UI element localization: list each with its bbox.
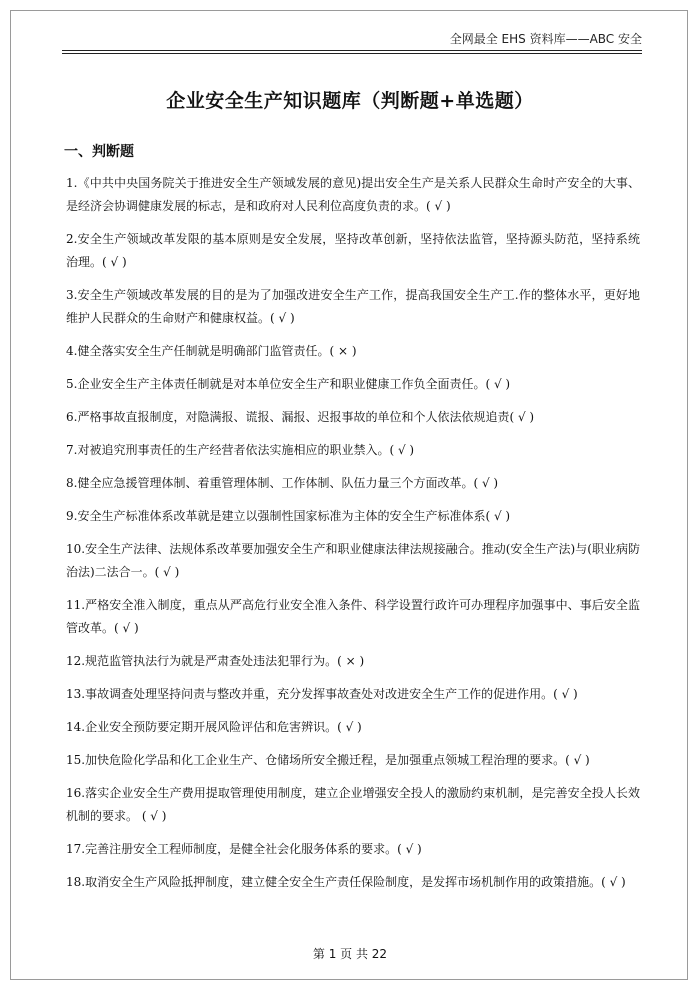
question-item: 15.加快危险化学品和化工企业生产、仓储场所安全搬迁程，是加强重点领城工程治理的要求。( √ ) bbox=[66, 753, 590, 767]
question-item: 11.严格安全准入制度，重点从严高危行业安全准入条件、科学设置行政许可办理程序加强事中、事后安全监管改革。( √ ) bbox=[66, 598, 640, 635]
question-list bbox=[66, 172, 640, 904]
question-item: 3.安全生产领域改革发展的目的是为了加强改进安全生产工作，提高我国安全生产工.作的整体水平，更好地维护人民群众的生命财产和健康权益。( √ ) bbox=[66, 288, 640, 325]
question-item: 9.安全生产标准体系改革就是建立以强制性国家标准为主体的安全生产标准体系( √ ) bbox=[66, 509, 511, 523]
question-item: 6.严格事故直报制度，对隐满报、谎报、漏报、迟报事故的单位和个人依法依规追责( √ ) bbox=[66, 410, 535, 424]
question-item: 18.取消安全生产风险抵押制度，建立健全安全生产责任保险制度，是发挥市场机制作用的政策措施。( √ ) bbox=[66, 875, 626, 889]
header-rule bbox=[62, 50, 642, 54]
question-item: 16.落实企业安全生产费用提取管理使用制度，建立企业增强安全投人的激励约束机制，是完善安全投人长效机制的要求。 ( √ ) bbox=[66, 786, 640, 823]
running-header: 全网最全 EHS 资料库——ABC 安全 bbox=[449, 32, 642, 46]
question-item: 14.企业安全预防要定期开展风险评估和危害辨识。( √ ) bbox=[66, 720, 362, 734]
question-item: 10.安全生产法律、法规体系改革要加强安全生产和职业健康法律法规接融合。推动(安全生产法)与(职业病防治法)二法合一。( √ ) bbox=[66, 542, 640, 579]
question-item: 8.健全应急援管理体制、着重管理体制、工作体制、队伍力量三个方面改革。( √ ) bbox=[66, 476, 499, 490]
question-item: 1.《中共中央国务院关于推进安全生产领域发展的意见)提出安全生产是关系人民群众生命时产安全的大事、是经济会协调健康发展的标志，是和政府对人民利位高度负责的求。( √ ) bbox=[66, 176, 640, 213]
question-item: 12.规范监管执法行为就是严肃查处违法犯罪行为。( × ) bbox=[66, 654, 365, 668]
page-footer: 第 1 页 共 22 bbox=[312, 947, 388, 961]
question-item: 2.安全生产领域改革发限的基本原则是安全发展，坚持改革创新，坚持依法监管，坚持源头防范，坚持系统治理。( √ ) bbox=[66, 232, 640, 269]
question-item: 17.完善注册安全工程师制度，是健全社会化服务体系的要求。( √ ) bbox=[66, 842, 422, 856]
question-item: 4.健全落实安全生产任制就是明确部门监管责任。( × ) bbox=[66, 344, 357, 358]
section-heading: 一、判断题 bbox=[64, 144, 134, 160]
document-title: 企业安全生产知识题库（判断题+单选题） bbox=[166, 90, 534, 112]
question-item: 7.对被追究刑事责任的生产经营者依法实施相应的职业禁入。( √ ) bbox=[66, 443, 415, 457]
question-item: 13.事故调查处理坚持问责与整改并重，充分发挥事故查处对改进安全生产工作的促进作用。( √ ) bbox=[66, 687, 578, 701]
question-item: 5.企业安全生产主体责任制就是对本单位安全生产和职业健康工作负全面责任。( √ ) bbox=[66, 377, 511, 391]
